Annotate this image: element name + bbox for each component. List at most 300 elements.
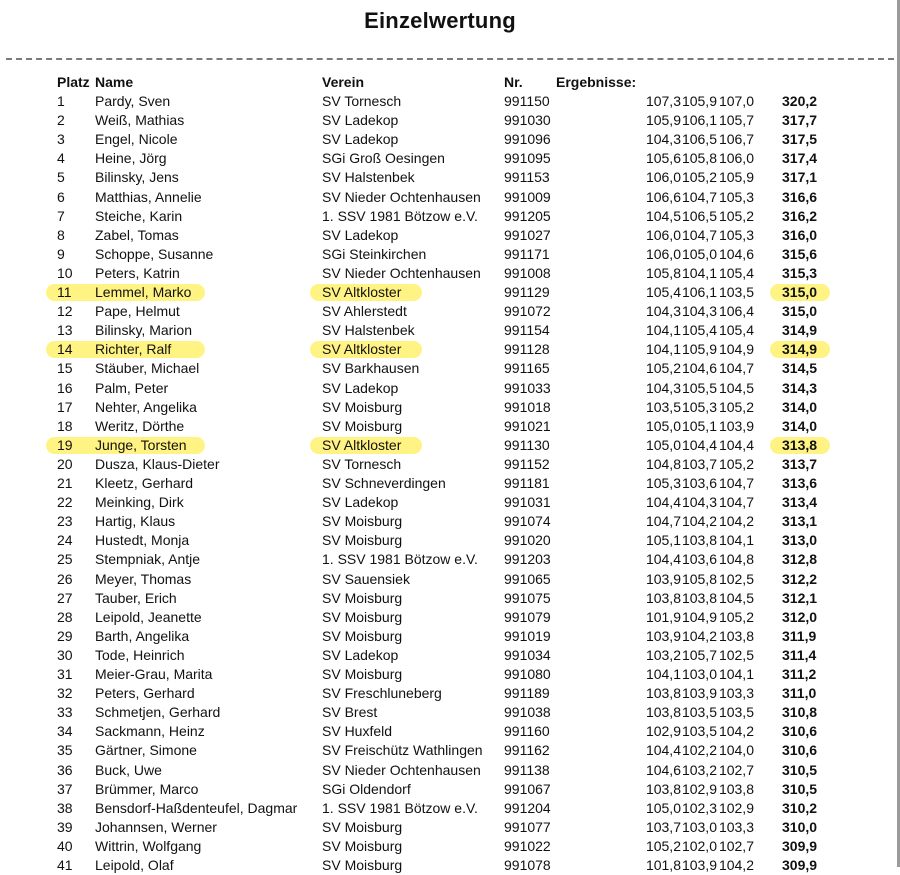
row-score-1: 105,0 xyxy=(645,437,681,453)
row-name: Matthias, Annelie xyxy=(95,189,202,205)
row-score-2: 104,7 xyxy=(681,189,717,205)
row-verein: SGi Groß Oesingen xyxy=(322,150,445,166)
row-name: Brümmer, Marco xyxy=(95,781,199,797)
row-platz: 21 xyxy=(57,475,73,491)
row-nr: 991079 xyxy=(504,609,551,625)
row-verein: SV Freischütz Wathlingen xyxy=(322,742,483,758)
row-nr: 991021 xyxy=(504,418,551,434)
row-score-1: 105,4 xyxy=(645,284,681,300)
row-score-3: 104,2 xyxy=(718,723,754,739)
row-name: Gärtner, Simone xyxy=(95,742,197,758)
row-score-3: 104,7 xyxy=(718,360,754,376)
table-row xyxy=(0,512,900,531)
row-verein: SV Ladekop xyxy=(322,647,399,663)
row-score-2: 104,1 xyxy=(681,265,717,281)
row-nr: 991154 xyxy=(504,322,550,338)
row-total: 314,0 xyxy=(782,418,818,434)
table-row xyxy=(0,722,900,741)
row-total: 310,0 xyxy=(782,819,818,835)
row-total: 315,3 xyxy=(782,265,818,281)
row-score-2: 104,2 xyxy=(681,513,717,529)
row-nr: 991128 xyxy=(504,341,550,357)
row-verein: SV Moisburg xyxy=(322,399,403,415)
row-score-2: 103,2 xyxy=(681,762,717,778)
row-score-1: 105,9 xyxy=(645,112,681,128)
row-nr: 991038 xyxy=(504,704,551,720)
row-score-3: 102,7 xyxy=(718,838,754,854)
row-platz: 16 xyxy=(57,380,73,396)
row-score-3: 105,7 xyxy=(718,112,754,128)
table-row xyxy=(0,302,900,321)
row-score-1: 105,8 xyxy=(645,265,681,281)
row-nr: 991019 xyxy=(504,628,551,644)
row-platz: 24 xyxy=(57,532,73,548)
row-score-3: 104,6 xyxy=(718,246,754,262)
row-score-3: 106,4 xyxy=(718,303,754,319)
row-score-1: 103,8 xyxy=(645,590,681,606)
row-nr: 991162 xyxy=(504,742,550,758)
row-score-3: 104,9 xyxy=(718,341,754,357)
row-score-1: 101,9 xyxy=(645,609,681,625)
row-score-2: 105,7 xyxy=(681,647,717,663)
row-score-2: 104,3 xyxy=(681,494,717,510)
row-score-3: 103,3 xyxy=(718,685,754,701)
row-nr: 991033 xyxy=(504,380,551,396)
row-platz: 29 xyxy=(57,628,73,644)
table-row xyxy=(0,455,900,474)
row-score-3: 104,8 xyxy=(718,551,754,567)
row-nr: 991181 xyxy=(504,475,550,491)
row-name: Buck, Uwe xyxy=(95,762,162,778)
table-row xyxy=(0,474,900,493)
row-verein: SGi Steinkirchen xyxy=(322,246,427,262)
row-platz: 32 xyxy=(57,685,73,701)
row-verein: SV Moisburg xyxy=(322,418,403,434)
row-platz: 15 xyxy=(57,360,73,376)
row-score-2: 103,9 xyxy=(681,857,717,873)
row-score-1: 105,3 xyxy=(645,475,681,491)
row-total: 316,2 xyxy=(782,208,818,224)
row-score-3: 103,3 xyxy=(718,819,754,835)
row-score-3: 103,5 xyxy=(718,284,754,300)
row-score-2: 105,5 xyxy=(681,380,717,396)
row-nr: 991022 xyxy=(504,838,551,854)
row-score-3: 105,4 xyxy=(718,322,754,338)
row-score-2: 103,8 xyxy=(681,532,717,548)
row-score-3: 105,2 xyxy=(718,456,754,472)
row-score-2: 105,0 xyxy=(681,246,717,262)
row-nr: 991153 xyxy=(504,169,550,185)
row-name: Wittrin, Wolfgang xyxy=(95,838,202,854)
row-name: Weritz, Dörthe xyxy=(95,418,185,434)
row-score-2: 105,3 xyxy=(681,399,717,415)
row-score-1: 106,6 xyxy=(645,189,681,205)
row-name: Schmetjen, Gerhard xyxy=(95,704,221,720)
row-verein: SV Ladekop xyxy=(322,227,399,243)
row-nr: 991129 xyxy=(504,284,550,300)
row-score-2: 105,8 xyxy=(681,571,717,587)
row-score-2: 102,3 xyxy=(681,800,717,816)
row-score-2: 102,0 xyxy=(681,838,717,854)
header-ergebnisse: Ergebnisse: xyxy=(556,74,637,90)
row-platz: 11 xyxy=(57,284,72,300)
row-score-1: 104,3 xyxy=(645,303,681,319)
row-total: 315,0 xyxy=(782,284,818,300)
page-title: Einzelwertung xyxy=(364,8,516,33)
row-platz: 37 xyxy=(57,781,73,797)
row-total: 317,1 xyxy=(782,169,818,185)
row-verein: SV Nieder Ochtenhausen xyxy=(322,762,481,778)
row-total: 314,5 xyxy=(782,360,818,376)
row-total: 311,4 xyxy=(782,647,817,663)
table-row xyxy=(0,531,900,550)
row-score-3: 106,7 xyxy=(718,131,754,147)
row-name: Johannsen, Werner xyxy=(95,819,217,835)
row-total: 312,8 xyxy=(782,551,818,567)
row-name: Palm, Peter xyxy=(95,380,169,396)
row-verein: 1. SSV 1981 Bötzow e.V. xyxy=(322,551,478,567)
row-verein: SV Moisburg xyxy=(322,513,403,529)
table-row xyxy=(0,703,900,722)
table-row xyxy=(0,340,900,359)
row-score-1: 104,1 xyxy=(645,666,681,682)
row-platz: 28 xyxy=(57,609,73,625)
table-row xyxy=(0,264,900,283)
row-score-1: 105,2 xyxy=(645,838,681,854)
row-name: Heine, Jörg xyxy=(95,150,167,166)
row-platz: 30 xyxy=(57,647,73,663)
row-score-2: 103,6 xyxy=(681,475,717,491)
row-nr: 991018 xyxy=(504,399,551,415)
row-verein: SV Freschluneberg xyxy=(322,685,442,701)
row-nr: 991204 xyxy=(504,800,551,816)
row-nr: 991034 xyxy=(504,647,551,663)
row-platz: 6 xyxy=(57,189,65,205)
table-row xyxy=(0,398,900,417)
row-nr: 991096 xyxy=(504,131,551,147)
row-score-2: 104,4 xyxy=(681,437,717,453)
row-name: Engel, Nicole xyxy=(95,131,178,147)
row-platz: 35 xyxy=(57,742,73,758)
row-nr: 991067 xyxy=(504,781,551,797)
row-name: Pape, Helmut xyxy=(95,303,180,319)
row-score-3: 102,5 xyxy=(718,647,754,663)
row-total: 310,5 xyxy=(782,781,818,797)
row-nr: 991030 xyxy=(504,112,551,128)
row-score-2: 103,8 xyxy=(681,590,717,606)
row-verein: SV Halstenbek xyxy=(322,169,415,185)
row-score-2: 105,9 xyxy=(681,93,717,109)
table-row xyxy=(0,245,900,264)
row-verein: SV Brest xyxy=(322,704,378,720)
row-total: 313,7 xyxy=(782,456,818,472)
row-platz: 23 xyxy=(57,513,73,529)
row-name: Peters, Gerhard xyxy=(95,685,195,701)
row-name: Schoppe, Susanne xyxy=(95,246,214,262)
row-total: 315,0 xyxy=(782,303,818,319)
row-score-2: 106,1 xyxy=(681,284,717,300)
row-score-2: 103,5 xyxy=(681,704,717,720)
table-row xyxy=(0,130,900,149)
row-score-3: 103,9 xyxy=(718,418,754,434)
row-nr: 991095 xyxy=(504,150,551,166)
row-total: 313,0 xyxy=(782,532,818,548)
row-nr: 991165 xyxy=(504,360,550,376)
row-score-1: 103,2 xyxy=(645,647,681,663)
table-row xyxy=(0,417,900,436)
row-verein: SV Ladekop xyxy=(322,380,399,396)
row-total: 309,9 xyxy=(782,857,818,873)
row-platz: 36 xyxy=(57,762,73,778)
row-verein: SV Sauensiek xyxy=(322,571,410,587)
header-platz: Platz xyxy=(57,74,90,90)
row-score-1: 104,1 xyxy=(645,341,681,357)
row-score-1: 104,6 xyxy=(645,762,681,778)
row-score-3: 105,4 xyxy=(718,265,754,281)
row-score-2: 104,2 xyxy=(681,628,717,644)
row-verein: SGi Oldendorf xyxy=(322,781,411,797)
row-verein: SV Barkhausen xyxy=(322,360,420,376)
row-name: Barth, Angelika xyxy=(95,628,190,644)
row-total: 314,9 xyxy=(782,341,818,357)
row-total: 311,2 xyxy=(782,666,817,682)
row-total: 317,5 xyxy=(782,131,818,147)
row-name: Meier-Grau, Marita xyxy=(95,666,213,682)
row-platz: 34 xyxy=(57,723,73,739)
row-verein: SV Moisburg xyxy=(322,609,403,625)
row-total: 320,2 xyxy=(782,93,818,109)
row-score-2: 104,7 xyxy=(681,227,717,243)
row-score-1: 104,8 xyxy=(645,456,681,472)
row-nr: 991072 xyxy=(504,303,551,319)
row-verein: SV Moisburg xyxy=(322,857,403,873)
row-score-3: 105,2 xyxy=(718,609,754,625)
row-total: 317,7 xyxy=(782,112,818,128)
row-score-2: 106,5 xyxy=(681,208,717,224)
row-nr: 991009 xyxy=(504,189,551,205)
row-score-3: 102,5 xyxy=(718,571,754,587)
table-row xyxy=(0,111,900,130)
row-name: Weiß, Mathias xyxy=(95,112,185,128)
row-platz: 41 xyxy=(57,857,73,873)
row-platz: 40 xyxy=(57,838,73,854)
row-verein: SV Altkloster xyxy=(322,284,402,300)
row-verein: SV Halstenbek xyxy=(322,322,415,338)
row-platz: 12 xyxy=(57,303,73,319)
row-score-2: 103,6 xyxy=(681,551,717,567)
row-score-2: 105,4 xyxy=(681,322,717,338)
row-verein: SV Tornesch xyxy=(322,93,402,109)
row-score-1: 104,4 xyxy=(645,551,681,567)
dashed-separator xyxy=(6,58,894,60)
row-verein: SV Ladekop xyxy=(322,131,399,147)
row-score-2: 103,9 xyxy=(681,685,717,701)
row-score-2: 102,2 xyxy=(681,742,717,758)
row-total: 310,2 xyxy=(782,800,818,816)
row-score-3: 105,3 xyxy=(718,227,754,243)
row-score-3: 104,1 xyxy=(718,532,754,548)
row-total: 314,3 xyxy=(782,380,818,396)
row-name: Bensdorf-Haßdenteufel, Dagmar xyxy=(95,800,298,816)
row-platz: 18 xyxy=(57,418,73,434)
row-score-3: 103,5 xyxy=(718,704,754,720)
row-nr: 991020 xyxy=(504,532,551,548)
row-name: Richter, Ralf xyxy=(95,341,172,357)
table-row xyxy=(0,283,900,302)
row-total: 311,9 xyxy=(782,628,817,644)
table-row xyxy=(0,92,900,111)
row-total: 313,6 xyxy=(782,475,818,491)
table-row xyxy=(0,493,900,512)
row-nr: 991203 xyxy=(504,551,551,567)
table-row xyxy=(0,837,900,856)
row-total: 312,1 xyxy=(782,590,818,606)
row-name: Bilinsky, Jens xyxy=(95,169,179,185)
row-name: Leipold, Olaf xyxy=(95,857,174,873)
row-score-3: 104,0 xyxy=(718,742,754,758)
row-total: 312,0 xyxy=(782,609,818,625)
row-name: Tode, Heinrich xyxy=(95,647,185,663)
row-score-1: 102,9 xyxy=(645,723,681,739)
table-row xyxy=(0,359,900,378)
row-name: Kleetz, Gerhard xyxy=(95,475,194,491)
row-score-2: 105,9 xyxy=(681,341,717,357)
row-score-2: 104,6 xyxy=(681,360,717,376)
row-score-1: 106,0 xyxy=(645,246,681,262)
row-platz: 33 xyxy=(57,704,73,720)
row-name: Junge, Torsten xyxy=(95,437,187,453)
row-verein: SV Huxfeld xyxy=(322,723,393,739)
row-name: Zabel, Tomas xyxy=(95,227,179,243)
row-score-3: 102,9 xyxy=(718,800,754,816)
row-score-3: 104,5 xyxy=(718,380,754,396)
row-score-3: 104,2 xyxy=(718,857,754,873)
row-total: 313,4 xyxy=(782,494,818,510)
row-platz: 20 xyxy=(57,456,73,472)
row-nr: 991138 xyxy=(504,762,550,778)
row-score-1: 105,0 xyxy=(645,418,681,434)
row-name: Steiche, Karin xyxy=(95,208,183,224)
row-score-1: 104,3 xyxy=(645,131,681,147)
row-name: Hartig, Klaus xyxy=(95,513,176,529)
row-score-1: 107,3 xyxy=(645,93,681,109)
row-verein: SV Moisburg xyxy=(322,532,403,548)
row-score-3: 105,3 xyxy=(718,189,754,205)
table-row xyxy=(0,149,900,168)
row-score-3: 107,0 xyxy=(718,93,754,109)
row-platz: 27 xyxy=(57,590,73,606)
row-total: 316,6 xyxy=(782,189,818,205)
row-nr: 991075 xyxy=(504,590,551,606)
row-platz: 25 xyxy=(57,551,73,567)
row-score-1: 104,4 xyxy=(645,494,681,510)
row-platz: 13 xyxy=(57,322,73,338)
row-platz: 10 xyxy=(57,265,73,281)
row-name: Hustedt, Monja xyxy=(95,532,190,548)
header-nr: Nr. xyxy=(504,74,523,90)
row-score-2: 105,2 xyxy=(681,169,717,185)
row-score-2: 102,9 xyxy=(681,781,717,797)
row-platz: 39 xyxy=(57,819,73,835)
row-name: Meyer, Thomas xyxy=(95,571,192,587)
row-name: Dusza, Klaus-Dieter xyxy=(95,456,220,472)
row-nr: 991008 xyxy=(504,265,551,281)
row-score-3: 104,7 xyxy=(718,475,754,491)
row-nr: 991074 xyxy=(504,513,551,529)
row-verein: SV Ahlerstedt xyxy=(322,303,407,319)
row-score-1: 106,0 xyxy=(645,227,681,243)
row-score-1: 101,8 xyxy=(645,857,681,873)
row-platz: 1 xyxy=(57,93,65,109)
row-name: Pardy, Sven xyxy=(95,93,171,109)
row-platz: 22 xyxy=(57,494,73,510)
row-score-1: 103,5 xyxy=(645,399,681,415)
row-name: Leipold, Jeanette xyxy=(95,609,202,625)
row-nr: 991160 xyxy=(504,723,550,739)
row-name: Stäuber, Michael xyxy=(95,360,200,376)
table-row xyxy=(0,799,900,818)
row-nr: 991189 xyxy=(504,685,550,701)
row-verein: SV Tornesch xyxy=(322,456,402,472)
row-total: 310,5 xyxy=(782,762,818,778)
table-row xyxy=(0,436,900,455)
row-score-3: 104,7 xyxy=(718,494,754,510)
row-score-1: 103,8 xyxy=(645,704,681,720)
row-nr: 991065 xyxy=(504,571,551,587)
row-nr: 991171 xyxy=(504,246,550,262)
row-platz: 26 xyxy=(57,571,73,587)
row-total: 309,9 xyxy=(782,838,818,854)
row-total: 314,9 xyxy=(782,322,818,338)
row-name: Sackmann, Heinz xyxy=(95,723,205,739)
row-score-3: 104,5 xyxy=(718,590,754,606)
row-platz: 4 xyxy=(57,150,65,166)
row-score-2: 103,0 xyxy=(681,819,717,835)
table-header xyxy=(0,73,900,92)
table-row xyxy=(0,741,900,760)
row-verein: SV Ladekop xyxy=(322,112,399,128)
row-verein: SV Nieder Ochtenhausen xyxy=(322,189,481,205)
row-score-1: 103,7 xyxy=(645,819,681,835)
row-verein: SV Moisburg xyxy=(322,838,403,854)
table-row xyxy=(0,818,900,837)
row-verein: SV Schneverdingen xyxy=(322,475,446,491)
row-score-1: 104,5 xyxy=(645,208,681,224)
row-platz: 14 xyxy=(57,341,73,357)
row-verein: SV Moisburg xyxy=(322,666,403,682)
row-name: Meinking, Dirk xyxy=(95,494,184,510)
table-row xyxy=(0,226,900,245)
row-total: 311,0 xyxy=(782,685,817,701)
table-row xyxy=(0,168,900,187)
row-name: Nehter, Angelika xyxy=(95,399,197,415)
row-score-3: 105,2 xyxy=(718,208,754,224)
row-total: 310,6 xyxy=(782,723,818,739)
row-nr: 991205 xyxy=(504,208,551,224)
row-name: Stempniak, Antje xyxy=(95,551,201,567)
row-verein: SV Ladekop xyxy=(322,494,399,510)
row-platz: 7 xyxy=(57,208,65,224)
row-platz: 5 xyxy=(57,169,65,185)
row-score-2: 105,1 xyxy=(681,418,717,434)
row-score-2: 105,8 xyxy=(681,150,717,166)
row-verein: SV Moisburg xyxy=(322,590,403,606)
row-score-3: 102,7 xyxy=(718,762,754,778)
row-total: 314,0 xyxy=(782,399,818,415)
row-verein: SV Nieder Ochtenhausen xyxy=(322,265,481,281)
row-score-1: 103,9 xyxy=(645,571,681,587)
row-nr: 991150 xyxy=(504,93,550,109)
